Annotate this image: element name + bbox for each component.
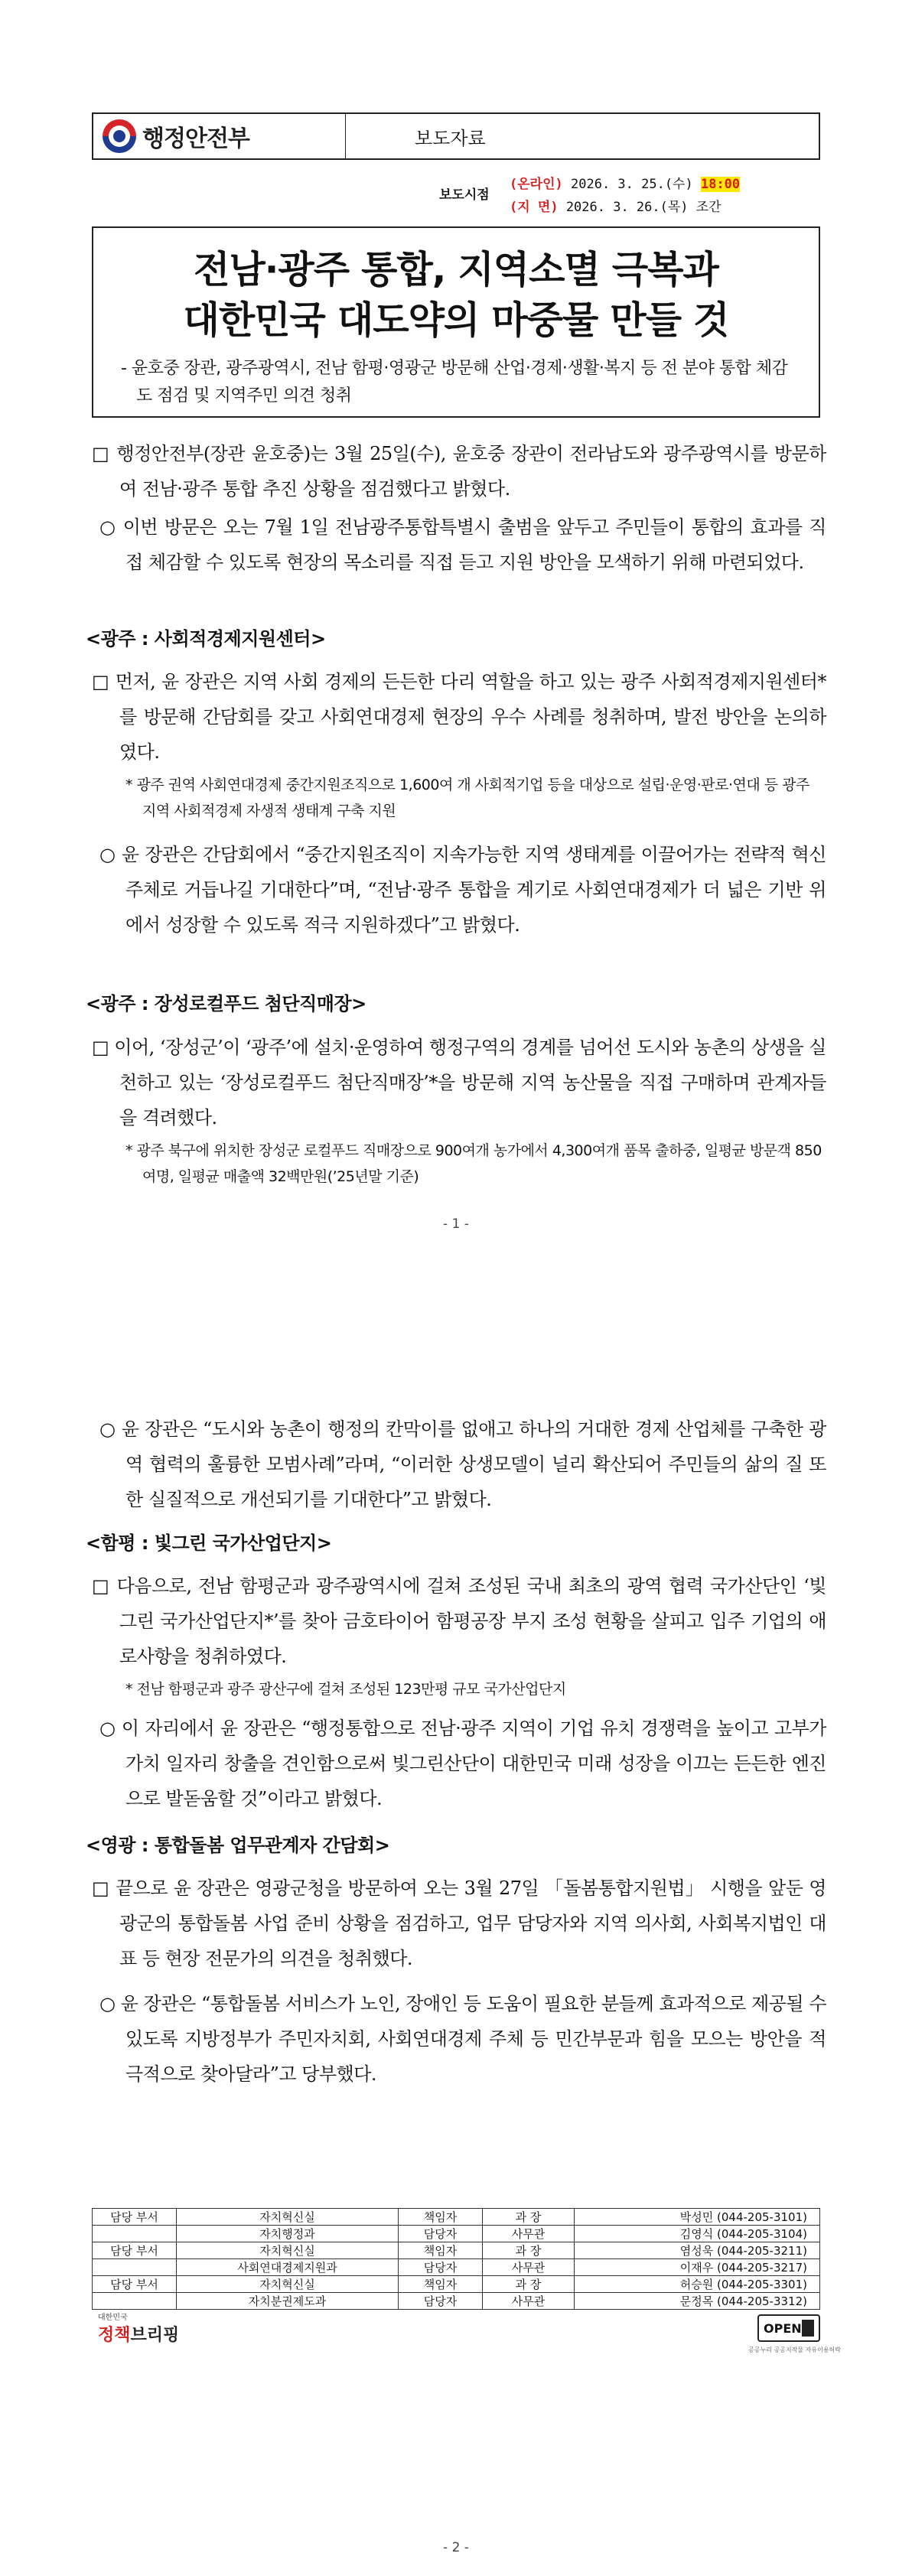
contact-row — [93, 2226, 820, 2242]
contact-dept: 자치혁신실 — [177, 2209, 399, 2226]
release-timing — [439, 170, 822, 219]
contact-title: 과 장 — [483, 2209, 575, 2226]
contact-row — [93, 2209, 820, 2226]
page-number: - 1 - — [443, 1216, 469, 1232]
online-time: 18:00 — [700, 177, 741, 192]
brand-main-2: 브리핑 — [130, 2326, 180, 2345]
contact-dept-label — [93, 2259, 177, 2276]
paragraph: ○ 윤 장관은 간담회에서 “중간지원조직이 지속가능한 지역 생태계를 이끌어가는 전략적 혁신 주체로 거듭나길 기대한다”며, “전남·광주 통합을 계기로 사회연대경제가 더 넓은 기반 위에서 성장할 수 있도록 적극 지원하겠다”고 밝혔다. — [99, 844, 826, 936]
release-label: 보도시점 — [439, 187, 490, 203]
contact-dept: 자치행정과 — [177, 2226, 399, 2242]
contact-role: 담당자 — [399, 2259, 483, 2276]
contact-role: 책임자 — [399, 2242, 483, 2259]
headline-line-1: 전남·광주 통합, 지역소멸 극복과 — [194, 248, 718, 291]
contact-person: 허승원 (044-205-3301) — [575, 2276, 820, 2293]
contact-person: 문정목 (044-205-3312) — [575, 2293, 820, 2310]
contact-dept: 자치혁신실 — [177, 2242, 399, 2259]
paragraph: □ 행정안전부(장관 윤호중)는 3월 25일(수), 윤호중 장관이 전라남도와 광주광역시를 방문하여 전남·광주 통합 추진 상황을 점검했다고 밝혔다. — [92, 443, 826, 500]
contact-dept: 자치혁신실 — [177, 2276, 399, 2293]
contact-title: 사무관 — [483, 2226, 575, 2242]
doc-type: 보도자료 — [415, 127, 486, 149]
contact-dept-label: 담당 부서 — [93, 2209, 177, 2226]
contact-role: 책임자 — [399, 2276, 483, 2293]
release-online — [510, 173, 740, 192]
brand-main — [98, 2322, 179, 2346]
contact-table — [92, 2208, 820, 2310]
contact-role: 책임자 — [399, 2209, 483, 2226]
brand-main-1: 정책 — [98, 2326, 131, 2345]
contact-row — [93, 2276, 820, 2293]
section-heading: <함평 : 빛그린 국가산업단지> — [86, 1532, 332, 1554]
open-caption: 공공누리 공공저작물 자유이용허락 — [748, 2346, 842, 2353]
contact-dept-label: 담당 부서 — [93, 2276, 177, 2293]
policy-briefing-logo — [98, 2311, 179, 2346]
paragraph: ○ 이번 방문은 오는 7월 1일 전남광주통합특별시 출범을 앞두고 주민들이 통합의 효과를 직접 체감할 수 있도록 현장의 목소리를 직접 듣고 지원 방안을 모색하기 위해 마련되었다. — [99, 516, 826, 573]
org-name: 행정안전부 — [142, 125, 249, 152]
print-tag: (지 면) — [510, 200, 559, 215]
kogl-open-license-icon — [757, 2314, 820, 2342]
footnote: * 전남 함평군과 광주 광산구에 걸쳐 조성된 123만평 규모 국가산업단지 — [125, 1681, 566, 1698]
paragraph: ○ 윤 장관은 “통합돌봄 서비스가 노인, 장애인 등 도움이 필요한 분들께 효과적으로 제공될 수 있도록 지방정부가 주민자치회, 사회연대경제 주체 등 민간부문과 힘을 모으는 방안을 적극적으로 찾아달라”고 당부했다. — [99, 1993, 826, 2085]
header-box — [92, 112, 820, 160]
release-print — [510, 196, 721, 215]
contact-dept: 자치분권제도과 — [177, 2293, 399, 2310]
korea-government-emblem-icon — [103, 119, 136, 153]
footnote: * 광주 권역 사회연대경제 중간지원조직으로 1,600여 개 사회적기업 등을 대상으로 설립·운영·판로·연대 등 광주 지역 사회적경제 자생적 생태계 구축 지원 — [125, 777, 809, 819]
contact-role: 담당자 — [399, 2293, 483, 2310]
online-date: 2026. 3. 25.(수) — [571, 177, 693, 192]
paragraph: ○ 이 자리에서 윤 장관은 “행정통합으로 전남·광주 지역이 기업 유치 경쟁력을 높이고 고부가가치 일자리 창출을 견인함으로써 빛그린산단이 대한민국 미래 성장을 이끄는 든든한 엔진으로 발돋움할 것”이라고 밝혔다. — [99, 1718, 826, 1809]
contact-row — [93, 2242, 820, 2259]
contact-role: 담당자 — [399, 2226, 483, 2242]
contact-title: 사무관 — [483, 2293, 575, 2310]
footnote: * 광주 북구에 위치한 장성군 로컬푸드 직매장으로 900여개 농가에서 4,300여개 품목 출하중, 일평균 방문객 850여명, 일평균 매출액 32백만원(’25년말 기준) — [125, 1142, 822, 1185]
section-heading: <광주 : 장성로컬푸드 첨단직매장> — [86, 993, 366, 1014]
headline-line-2: 대한민국 대도약의 마중물 만들 것 — [183, 298, 729, 342]
contact-row — [93, 2259, 820, 2276]
online-tag: (온라인) — [510, 177, 563, 192]
paragraph: ○ 윤 장관은 “도시와 농촌이 행정의 칸막이를 없애고 하나의 거대한 경제 산업체를 구축한 광역 협력의 훌륭한 모범사례”라며, “이러한 상생모델이 널리 확산되어 주민들의 삶의 질 또한 실질적으로 개선되기를 기대한다”고 밝혔다. — [99, 1418, 826, 1510]
contact-dept: 사회연대경제지원과 — [177, 2259, 399, 2276]
contact-dept-label — [93, 2293, 177, 2310]
print-date: 2026. 3. 26.(목) 조간 — [565, 200, 721, 215]
subtitle: - 윤호중 장관, 광주광역시, 전남 함평·영광군 방문해 산업·경제·생활·복지 등 전 분야 통합 체감도 점검 및 지역주민 의견 청취 — [121, 359, 788, 405]
section-heading: <광주 : 사회적경제지원센터> — [86, 628, 326, 650]
contact-person: 이재우 (044-205-3217) — [575, 2259, 820, 2276]
contact-person: 염성욱 (044-205-3211) — [575, 2242, 820, 2259]
page-number: - 2 - — [443, 2540, 469, 2555]
open-label: OPEN — [764, 2320, 802, 2336]
contact-person: 김영식 (044-205-3104) — [575, 2226, 820, 2242]
section-heading: <영광 : 통합돌봄 업무관계자 간담회> — [86, 1835, 390, 1856]
paragraph: □ 먼저, 윤 장관은 지역 사회 경제의 든든한 다리 역할을 하고 있는 광주 사회적경제지원센터*를 방문해 간담회를 갖고 사회연대경제 현장의 우수 사례를 청취하며, 발전 방안을 논의하였다. — [92, 671, 826, 763]
contact-dept-label: 담당 부서 — [93, 2242, 177, 2259]
contact-title: 과 장 — [483, 2276, 575, 2293]
paragraph: □ 끝으로 윤 장관은 영광군청을 방문하여 오는 3월 27일 「돌봄통합지원법」 시행을 앞둔 영광군의 통합돌봄 사업 준비 상황을 점검하고, 업무 담당자와 지역 의사회, 사회복지법인 대표 등 현장 전문가의 의견을 청취했다. — [92, 1877, 826, 1969]
paragraph: □ 이어, ‘장성군’이 ‘광주’에 설치·운영하여 행정구역의 경계를 넘어선 도시와 농촌의 상생을 실천하고 있는 ‘장성로컬푸드 첨단직매장’*을 방문해 지역 농산물을 직접 구매하며 관계자들을 격려했다. — [92, 1037, 826, 1128]
title-box — [92, 226, 820, 418]
contact-title: 과 장 — [483, 2242, 575, 2259]
headline — [93, 245, 819, 346]
contact-dept-label — [93, 2226, 177, 2242]
ministry-logo — [93, 114, 346, 158]
contact-title: 사무관 — [483, 2259, 575, 2276]
contact-row — [93, 2293, 820, 2310]
paragraph: □ 다음으로, 전남 함평군과 광주광역시에 걸쳐 조성된 국내 최초의 광역 협력 국가산단인 ‘빛그린 국가산업단지*’를 찾아 금호타이어 함평공장 부지 조성 현황을 살피고 입주 기업의 애로사항을 청취하였다. — [92, 1575, 826, 1667]
contact-person: 박성민 (044-205-3101) — [575, 2209, 820, 2226]
brand-small: 대한민국 — [98, 2314, 128, 2322]
